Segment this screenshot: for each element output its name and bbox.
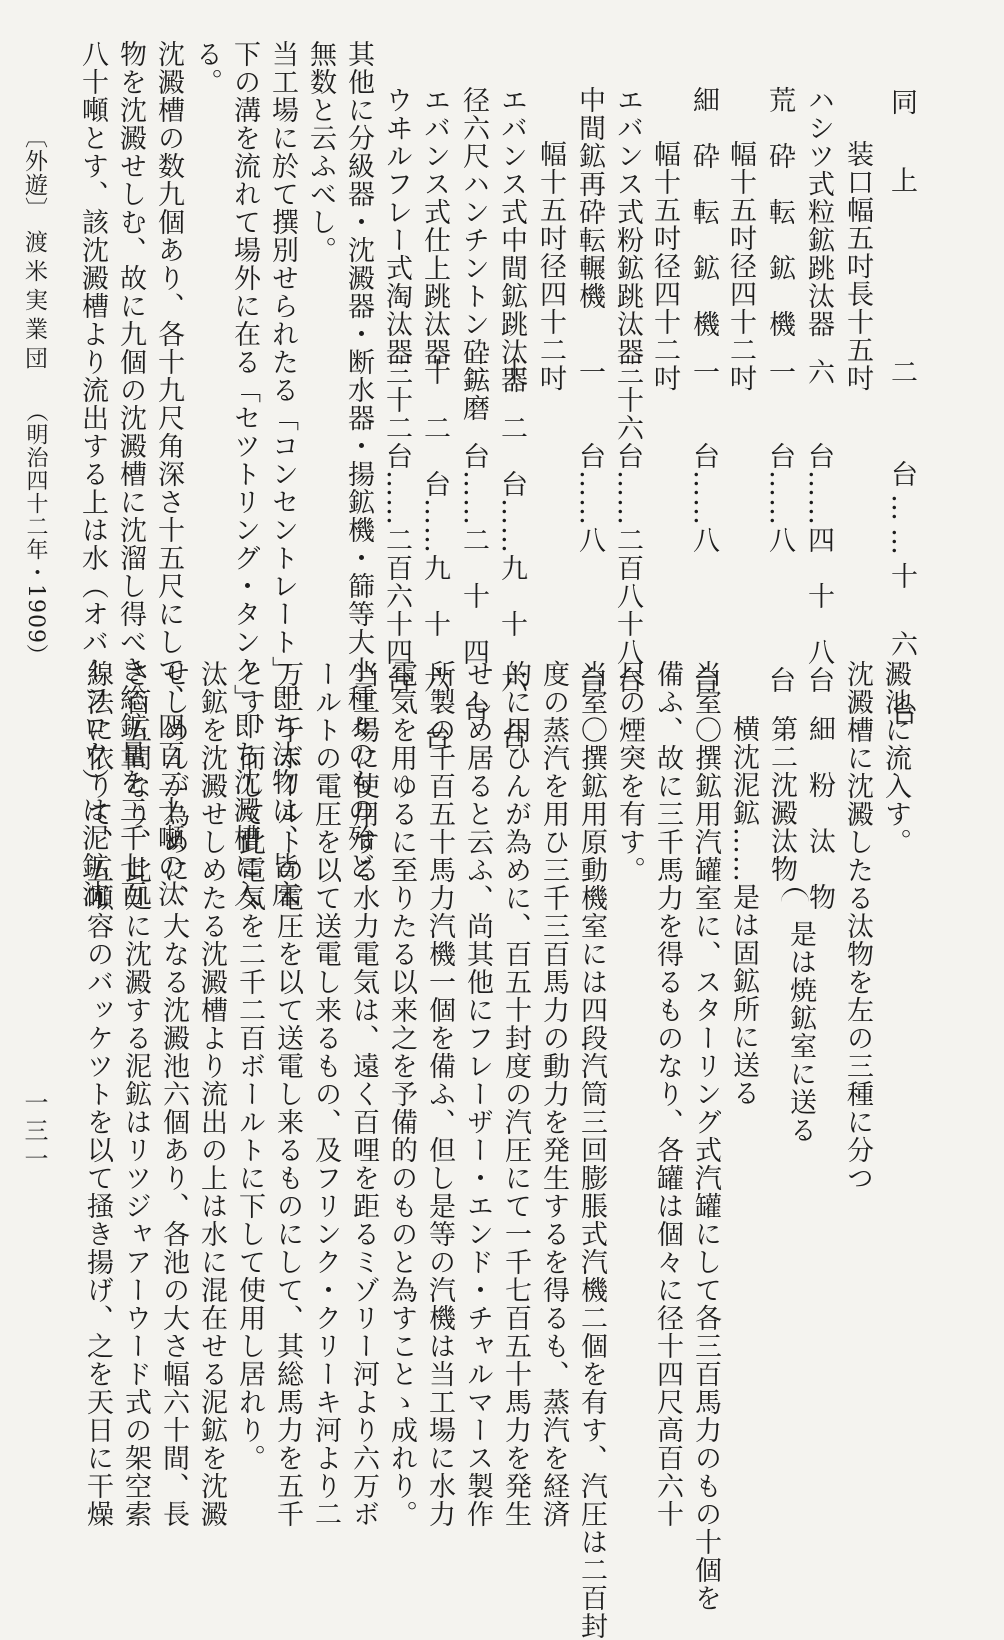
body-text-line: せしめ居ると云ふ、尚其他にフレーザー・エンド・チャルマース製作 xyxy=(462,660,493,1528)
equipment-name: 荒 砕 転 鉱 機 xyxy=(764,86,795,338)
classification-item: 横沈泥鉱……是は固鉱所に送る xyxy=(728,715,759,1107)
body-text-line: 沈澱槽に沈澱したる汰物を左の三種に分つ xyxy=(842,660,873,1192)
body-text-line: 物を沈澱せしむ、故に九個の沈澱槽に沈溜し得べき総鉱量を三千七百 xyxy=(115,40,146,908)
body-text-line: 下の溝を流れて場外に在る「セツトリング・タンク」即ち沈澱槽に入 xyxy=(229,40,260,908)
equipment-count: 一 台……八 台 xyxy=(574,358,605,694)
body-text-line: 線法に依りて、五噸容のバッケツトを以て掻き揚げ、之を天日に干燥 xyxy=(82,660,113,1528)
equipment-count: 十 二 台……九 十 六 台 xyxy=(496,358,527,750)
body-text-line: 度の蒸汽を用ひ三千三百馬力の動力を発生するを得るも、蒸汽を経済 xyxy=(538,660,569,1528)
classification-item: 細 粉 汰 物 xyxy=(804,715,835,911)
body-text-line: 汰鉱を沈澱せしめたる沈澱槽より流出の上は水に混在せる泥鉱を沈澱 xyxy=(196,660,227,1528)
equipment-name: エバンス式仕上跳汰器 xyxy=(419,86,450,366)
equipment-name: エバンス式粉鉱跳汰器 xyxy=(612,86,643,366)
publication-date: （明治四十二年・1909） xyxy=(23,400,48,667)
body-text-line: 沈澱槽の数九個あり、各十九尺角深さ十五尺にして、四百二十噸の汰 xyxy=(153,40,184,908)
classification-item: 第二沈澱汰物 xyxy=(766,715,797,883)
body-text-line: 澱池に流入す。 xyxy=(880,660,911,856)
body-text-line: 当室〇撰鉱用汽罐室に、スターリング式汽罐にして各三百馬力のもの十個を xyxy=(690,660,721,1612)
equipment-count: 二 台……十 六 台 xyxy=(886,358,917,732)
classification-note: 是は焼鉱室に送る xyxy=(785,920,816,1144)
body-text-line: 当工場に於て撰別せられたる「コンセントレート」即ち汰物は、皆床 xyxy=(267,40,298,908)
body-text-line: る。 xyxy=(191,40,222,96)
body-text-line: 当工場に使用する水力電気は、遠く百哩を距るミゾリー河より六万ボ xyxy=(348,660,379,1528)
equipment-count: 三 台……二 十 四 台 xyxy=(458,358,489,722)
body-text-line: 所製の千百五十馬力汽機一個を備ふ、但し是等の汽機は当工場に水力 xyxy=(424,660,455,1528)
equipment-spec: 幅十五吋径四十二吋 xyxy=(725,140,756,392)
equipment-name: エバンス式中間鉱跳汰器 xyxy=(496,86,527,394)
body-text-line: さ百五間なり、此処に沈澱する泥鉱はリツジャアーウード式の架空索 xyxy=(120,660,151,1528)
brace-icon xyxy=(781,888,809,912)
body-text-line: 尺の煙突を有す。 xyxy=(614,660,645,884)
body-text-line: 無数と云ふべし。 xyxy=(305,40,336,264)
body-text-line: 其他に分級器・沈澱器・断水器・揚鉱機・篩等大小種々のもの殆ど xyxy=(343,40,374,880)
series-label: 〔外遊〕 xyxy=(21,125,47,221)
equipment-count: 一 台……八 台 xyxy=(688,358,719,694)
body-text-line: 電気を用ゆるに至りたる以来之を予備的のものと為すことゝ成れり。 xyxy=(386,660,417,1528)
equipment-spec: 幅十五吋径四十二吋 xyxy=(649,140,680,392)
equipment-count: 六 台……四 十 八台 xyxy=(803,358,834,694)
page-number: 一三一 xyxy=(20,1090,48,1174)
body-text-line: とす、而して此電気を二千二百ボールトに下して使用し居れり。 xyxy=(234,660,265,1472)
equipment-name: ハシツ式粒鉱跳汰器 xyxy=(803,86,834,338)
body-text-line: 当室〇撰鉱用原動機室には四段汽筒三回膨脹式汽機二個を有す、汽圧は二百封 xyxy=(576,660,607,1640)
body-text-line: 万二千ボールトの電圧を以て送電し来るものにして、其総馬力を五千 xyxy=(272,660,303,1528)
equipment-count: 三十六台……二百八十八台 xyxy=(612,358,643,694)
equipment-name: 同 上 xyxy=(886,88,917,205)
equipment-name: 中間鉱再砕転輾機 xyxy=(574,86,605,310)
equipment-count: 十 二 台……九 十 六 台 xyxy=(419,358,450,750)
equipment-count: 三十二台……二百六十四台 xyxy=(381,358,412,694)
body-text-line: 備ふ、故に三千馬力を得るものなり、各罐は個々に径十四尺高百六十 xyxy=(652,660,683,1528)
book-title: 渡米実業団 xyxy=(21,230,47,375)
equipment-count: 一 台……八 台 xyxy=(764,358,795,694)
body-text-line: せしめんが為めに、大なる沈澱池六個あり、各池の大さ幅六十間、長 xyxy=(158,660,189,1528)
equipment-name: 径六尺ハンチントン砕鉱磨 xyxy=(458,86,489,422)
body-text-line: 八十噸とす、該沈澱槽より流出する上は水（オバーフロウ）は泥鉱沈 xyxy=(77,40,108,908)
equipment-name: ウヰルフレー式淘汰器 xyxy=(381,86,412,366)
body-text-line: ールトの電圧を以て送電し来るもの、及フリンク・クリーキ河より二 xyxy=(310,660,341,1528)
body-text-line: 的に用ひんが為めに、百五十封度の汽圧にて一千七百五十馬力を発生 xyxy=(500,660,531,1528)
equipment-spec: 装口幅五吋長十五吋 xyxy=(842,140,873,392)
equipment-spec: 幅十五吋径四十二吋 xyxy=(535,140,566,392)
equipment-name: 細 砕 転 鉱 機 xyxy=(688,86,719,338)
